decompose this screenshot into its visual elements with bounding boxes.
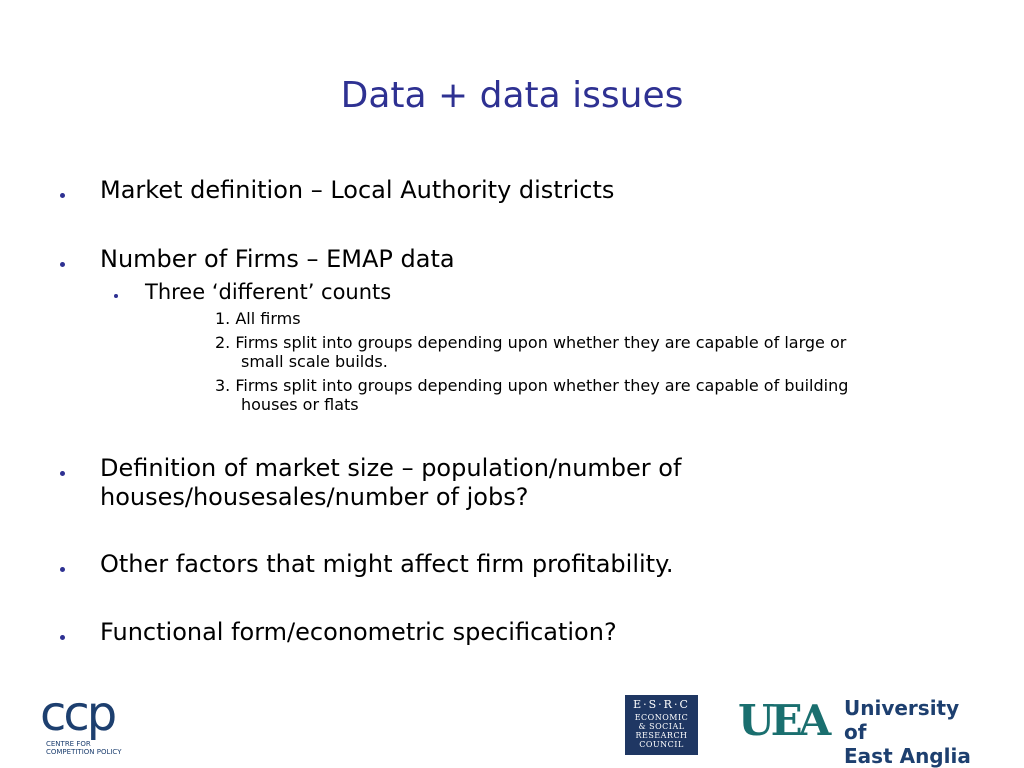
bullet-icon	[60, 471, 65, 476]
numbered-item-2	[215, 333, 846, 371]
numbered-item-text: 3. Firms split into groups depending upon whether they are capable of building	[215, 376, 849, 395]
ccp-logo-subtitle-line2: COMPETITION POLICY	[46, 748, 122, 756]
numbered-item-continuation: small scale builds.	[241, 352, 388, 371]
esrc-logo-line5: COUNCIL	[639, 740, 684, 749]
uea-logo-mark: UEA	[738, 696, 828, 745]
esrc-logo-line2: ECONOMIC	[634, 713, 689, 722]
bullet-market-size	[100, 454, 681, 512]
bullet-icon	[60, 262, 65, 267]
numbered-item-3	[215, 376, 848, 414]
ccp-logo	[40, 686, 170, 762]
uea-logo	[738, 696, 988, 768]
bullet-other-factors: Other factors that might affect firm profitability.	[100, 550, 674, 578]
ccp-logo-subtitle	[46, 740, 121, 756]
numbered-item-1	[215, 309, 301, 328]
bullet-functional-form: Functional form/econometric specification?	[100, 618, 617, 646]
sub-bullet-icon	[114, 294, 118, 298]
esrc-logo-line3: & SOCIAL	[638, 722, 685, 731]
sub-bullet-counts: Three ‘different’ counts	[145, 280, 392, 304]
uea-logo-name-line1: University of	[844, 696, 960, 744]
bullet-market-size-line1: Definition of market size – population/number of	[100, 454, 682, 482]
slide-title: Data + data issues	[340, 75, 684, 116]
bullet-market-size-line2: houses/housesales/number of jobs?	[100, 483, 529, 511]
ccp-logo-mark: ccp	[40, 686, 115, 742]
ccp-logo-subtitle-line1: CENTRE FOR	[46, 740, 91, 748]
uea-logo-name	[844, 696, 988, 768]
numbered-item-text: 2. Firms split into groups depending upon whether they are capable of large or	[215, 333, 847, 352]
numbered-item-continuation: houses or flats	[241, 395, 359, 414]
numbered-item-text: 1. All firms	[215, 309, 301, 328]
bullet-number-of-firms: Number of Firms – EMAP data	[100, 245, 455, 273]
bullet-icon	[60, 567, 65, 572]
esrc-logo	[625, 695, 698, 755]
bullet-market-definition: Market definition – Local Authority districts	[100, 176, 615, 204]
bullet-icon	[60, 635, 65, 640]
bullet-icon	[60, 193, 65, 198]
uea-logo-name-line2: East Anglia	[844, 744, 971, 768]
esrc-logo-line4: RESEARCH	[635, 731, 688, 740]
esrc-logo-line1: E·S·R·C	[633, 698, 690, 711]
